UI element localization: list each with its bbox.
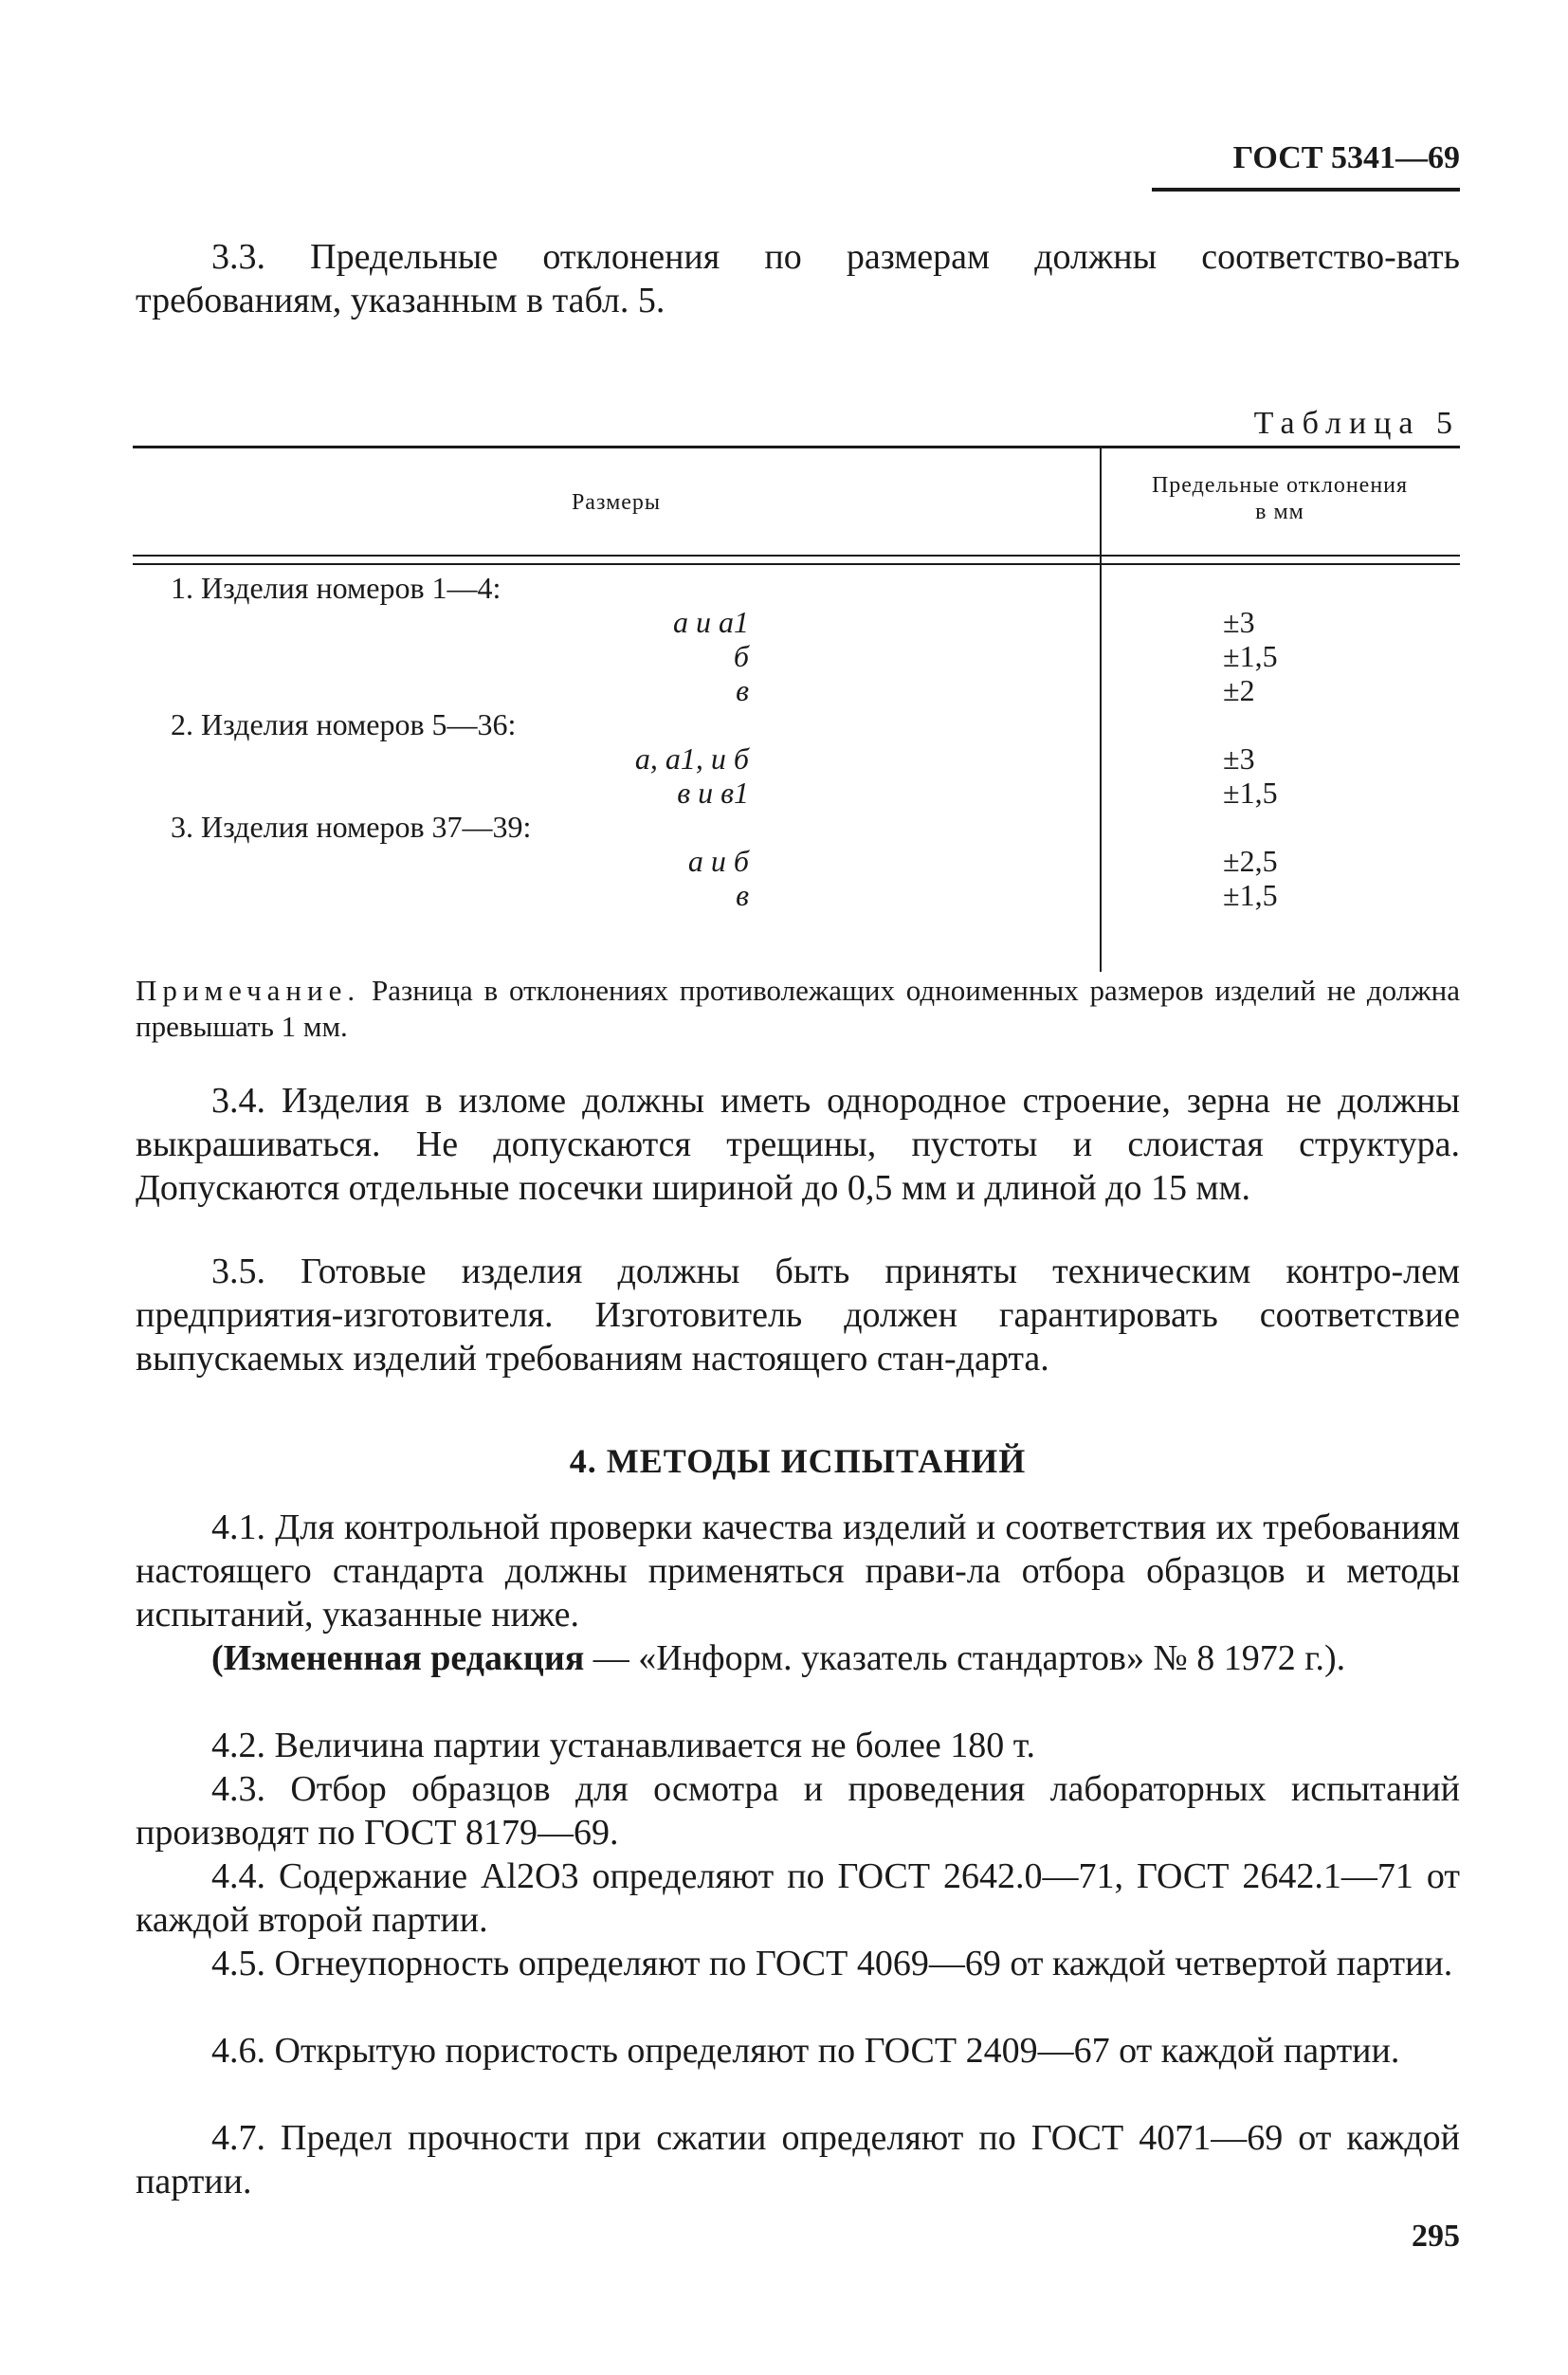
standard-header: ГОСТ 5341—69 xyxy=(1232,140,1460,175)
row-label: а, а1, и б xyxy=(634,741,749,776)
table-row xyxy=(133,776,1460,810)
table-row xyxy=(133,741,1460,776)
header-rule xyxy=(1152,188,1460,192)
row-label: в xyxy=(736,673,749,707)
row-label: а и б xyxy=(687,844,749,878)
paragraph-4-7: 4.7. Предел прочности при сжатии определяют по ГОСТ 4071—69 от каждой партии. xyxy=(136,2118,1460,2201)
paragraph-4-2: 4.2. Величина партии устанавливается не более 180 т. xyxy=(211,1726,1035,1765)
row-label: в xyxy=(736,878,749,912)
column-header-deviations xyxy=(1100,472,1460,525)
table-header-rule xyxy=(133,555,1460,557)
note-text: Разница в отклонениях противолежащих одноименных размеров изделий не должна превышать 1 мм. xyxy=(136,974,1460,1043)
row-category: 1. Изделия номеров 1—4: xyxy=(171,571,501,605)
table-row xyxy=(133,844,1460,878)
row-value: ±3 xyxy=(1223,741,1255,776)
table-top-rule xyxy=(133,446,1460,448)
column-header-deviations-line1: Предельные отклонения xyxy=(1151,473,1409,498)
row-value: ±1,5 xyxy=(1223,878,1278,912)
paragraph-4-6: 4.6. Открытую пористость определяют по ГОСТ 2409—67 от каждой партии. xyxy=(211,2031,1400,2071)
paragraph-4-1-edit xyxy=(136,1636,1460,1680)
row-value: ±2 xyxy=(1223,673,1255,707)
row-category: 3. Изделия номеров 37—39: xyxy=(171,810,532,844)
row-value: ±2,5 xyxy=(1223,844,1278,878)
column-header-deviations-line2: в мм xyxy=(1255,500,1304,524)
edit-note-bold: (Измененная редакция xyxy=(211,1638,585,1678)
table-row xyxy=(133,810,1460,844)
table-caption: Таблица 5 xyxy=(1253,406,1460,441)
row-value: ±1,5 xyxy=(1223,639,1278,673)
paragraph-3-3: 3.3. Предельные отклонения по размерам должны соответство-вать требованиям, указанным в табл. 5. xyxy=(136,237,1460,320)
table-row xyxy=(133,878,1460,912)
row-label: а и а1 xyxy=(673,605,749,639)
note-label: Примечание. xyxy=(136,974,361,1007)
row-label: в и в1 xyxy=(677,776,749,810)
tolerance-table xyxy=(133,446,1460,977)
paragraph-4-3: 4.3. Отбор образцов для осмотра и проведения лабораторных испытаний производят по ГОСТ 8179—69. xyxy=(136,1769,1460,1853)
paragraph-4-5: 4.5. Огнеупорность определяют по ГОСТ 4069—69 от каждой четвертой партии. xyxy=(211,1944,1453,1983)
column-header-sizes: Размеры xyxy=(571,490,662,515)
table-row xyxy=(133,673,1460,707)
table-note xyxy=(136,973,1460,1045)
row-value: ±3 xyxy=(1223,605,1255,639)
page-number: 295 xyxy=(1412,2219,1460,2254)
table-row xyxy=(133,605,1460,639)
table-header-rule-2 xyxy=(133,563,1460,565)
edit-note-rest: — «Информ. указатель стандартов» № 8 1972 г.). xyxy=(584,1638,1346,1678)
table-row xyxy=(133,571,1460,605)
table-row xyxy=(133,639,1460,673)
row-value: ±1,5 xyxy=(1223,776,1278,810)
paragraph-3-4: 3.4. Изделия в изломе должны иметь однородное строение, зерна не должны выкрашиваться. Не допускаются трещины, пустоты и слоистая структура. Допускаются отдельные посечки шириной до 0,5 мм и длиной до 15 мм. xyxy=(136,1081,1460,1208)
paragraph-3-5: 3.5. Готовые изделия должны быть приняты техническим контро-лем предприятия-изготовителя. Изготовитель должен гарантировать соответствие выпускаемых изделий требованиям настоящего стан-дарта. xyxy=(136,1251,1460,1379)
paragraph-4-4: 4.4. Содержание Al2O3 определяют по ГОСТ 2642.0—71, ГОСТ 2642.1—71 от каждой второй партии. xyxy=(136,1856,1460,1940)
section-4-title: 4. МЕТОДЫ ИСПЫТАНИЙ xyxy=(569,1442,1027,1480)
paragraph-4-1: 4.1. Для контрольной проверки качества изделий и соответствия их требованиям настоящего стандарта должны применяться прави-ла отбора образцов и методы испытаний, указанные ниже. xyxy=(136,1507,1460,1635)
row-label: б xyxy=(733,639,749,673)
table-row xyxy=(133,707,1460,741)
row-category: 2. Изделия номеров 5—36: xyxy=(171,707,517,741)
